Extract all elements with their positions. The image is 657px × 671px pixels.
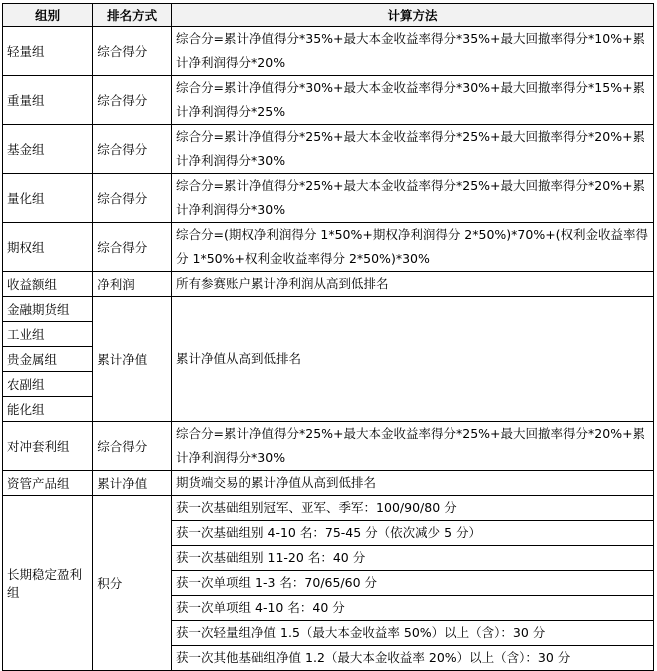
- table-row: [3, 297, 654, 322]
- group-cell: 对冲套利组: [3, 422, 93, 471]
- points-rule-cell: 获一次基础组别 11-20 名：40 分: [172, 546, 654, 571]
- method-cell: 综合得分: [93, 125, 172, 174]
- calc-cell: 综合分=累计净值得分*30%+最大本金收益率得分*30%+最大回撤率得分*15%+累计净利润得分*25%: [172, 76, 654, 125]
- group-cell: 贵金属组: [3, 347, 93, 372]
- table-row: [3, 27, 654, 76]
- table-row: [3, 76, 654, 125]
- method-cell: 综合得分: [93, 223, 172, 272]
- method-cell: 积分: [93, 496, 172, 671]
- table-row: [3, 272, 654, 297]
- method-cell: 综合得分: [93, 27, 172, 76]
- method-cell: 累计净值: [93, 471, 172, 496]
- table-row: [3, 223, 654, 272]
- method-cell: 综合得分: [93, 76, 172, 125]
- group-cell: 收益额组: [3, 272, 93, 297]
- header-row: [3, 4, 654, 27]
- header-method: 排名方式: [93, 4, 172, 27]
- points-rule-cell: 获一次其他基础组净值 1.2（最大本金收益率 20%）以上（含）：30 分: [172, 646, 654, 671]
- method-cell: 综合得分: [93, 174, 172, 223]
- points-rule-cell: 获一次单项组 1-3 名：70/65/60 分: [172, 571, 654, 596]
- points-rule-cell: 获一次基础组别冠军、亚军、季军：100/90/80 分: [172, 496, 654, 521]
- calc-cell: 综合分=累计净值得分*25%+最大本金收益率得分*25%+最大回撤率得分*20%+累计净利润得分*30%: [172, 174, 654, 223]
- scoring-rules-table: [2, 3, 654, 671]
- header-calc: 计算方法: [172, 4, 654, 27]
- calc-cell: 期货端交易的累计净值从高到低排名: [172, 471, 654, 496]
- group-cell: 资管产品组: [3, 471, 93, 496]
- group-cell: 能化组: [3, 397, 93, 422]
- calc-cell: 综合分=(期权净利润得分 1*50%+期权净利润得分 2*50%)*70%+(权利金收益率得分 1*50%+权利金收益率得分 2*50%)*30%: [172, 223, 654, 272]
- method-cell: 累计净值: [93, 297, 172, 422]
- points-rule-cell: 获一次轻量组净值 1.5（最大本金收益率 50%）以上（含）：30 分: [172, 621, 654, 646]
- group-cell: 量化组: [3, 174, 93, 223]
- calc-cell: 累计净值从高到低排名: [172, 297, 654, 422]
- table-row: [3, 496, 654, 521]
- group-cell: 重量组: [3, 76, 93, 125]
- calc-cell: 综合分=累计净值得分*25%+最大本金收益率得分*25%+最大回撤率得分*20%+累计净利润得分*30%: [172, 125, 654, 174]
- points-rule-cell: 获一次单项组 4-10 名：40 分: [172, 596, 654, 621]
- calc-cell: 所有参赛账户累计净利润从高到低排名: [172, 272, 654, 297]
- group-cell: 基金组: [3, 125, 93, 174]
- table-row: [3, 471, 654, 496]
- header-group: 组别: [3, 4, 93, 27]
- table-row: [3, 125, 654, 174]
- group-cell: 工业组: [3, 322, 93, 347]
- group-cell: 金融期货组: [3, 297, 93, 322]
- group-cell: 期权组: [3, 223, 93, 272]
- points-rule-cell: 获一次基础组别 4-10 名：75-45 分（依次减少 5 分）: [172, 521, 654, 546]
- calc-cell: 综合分=累计净值得分*35%+最大本金收益率得分*35%+最大回撤率得分*10%+累计净利润得分*20%: [172, 27, 654, 76]
- group-cell: 轻量组: [3, 27, 93, 76]
- method-cell: 净利润: [93, 272, 172, 297]
- method-cell: 综合得分: [93, 422, 172, 471]
- group-cell: 长期稳定盈利组: [3, 496, 93, 671]
- table-row: [3, 422, 654, 471]
- table-row: [3, 174, 654, 223]
- calc-cell: 综合分=累计净值得分*25%+最大本金收益率得分*25%+最大回撤率得分*20%+累计净利润得分*30%: [172, 422, 654, 471]
- group-cell: 农副组: [3, 372, 93, 397]
